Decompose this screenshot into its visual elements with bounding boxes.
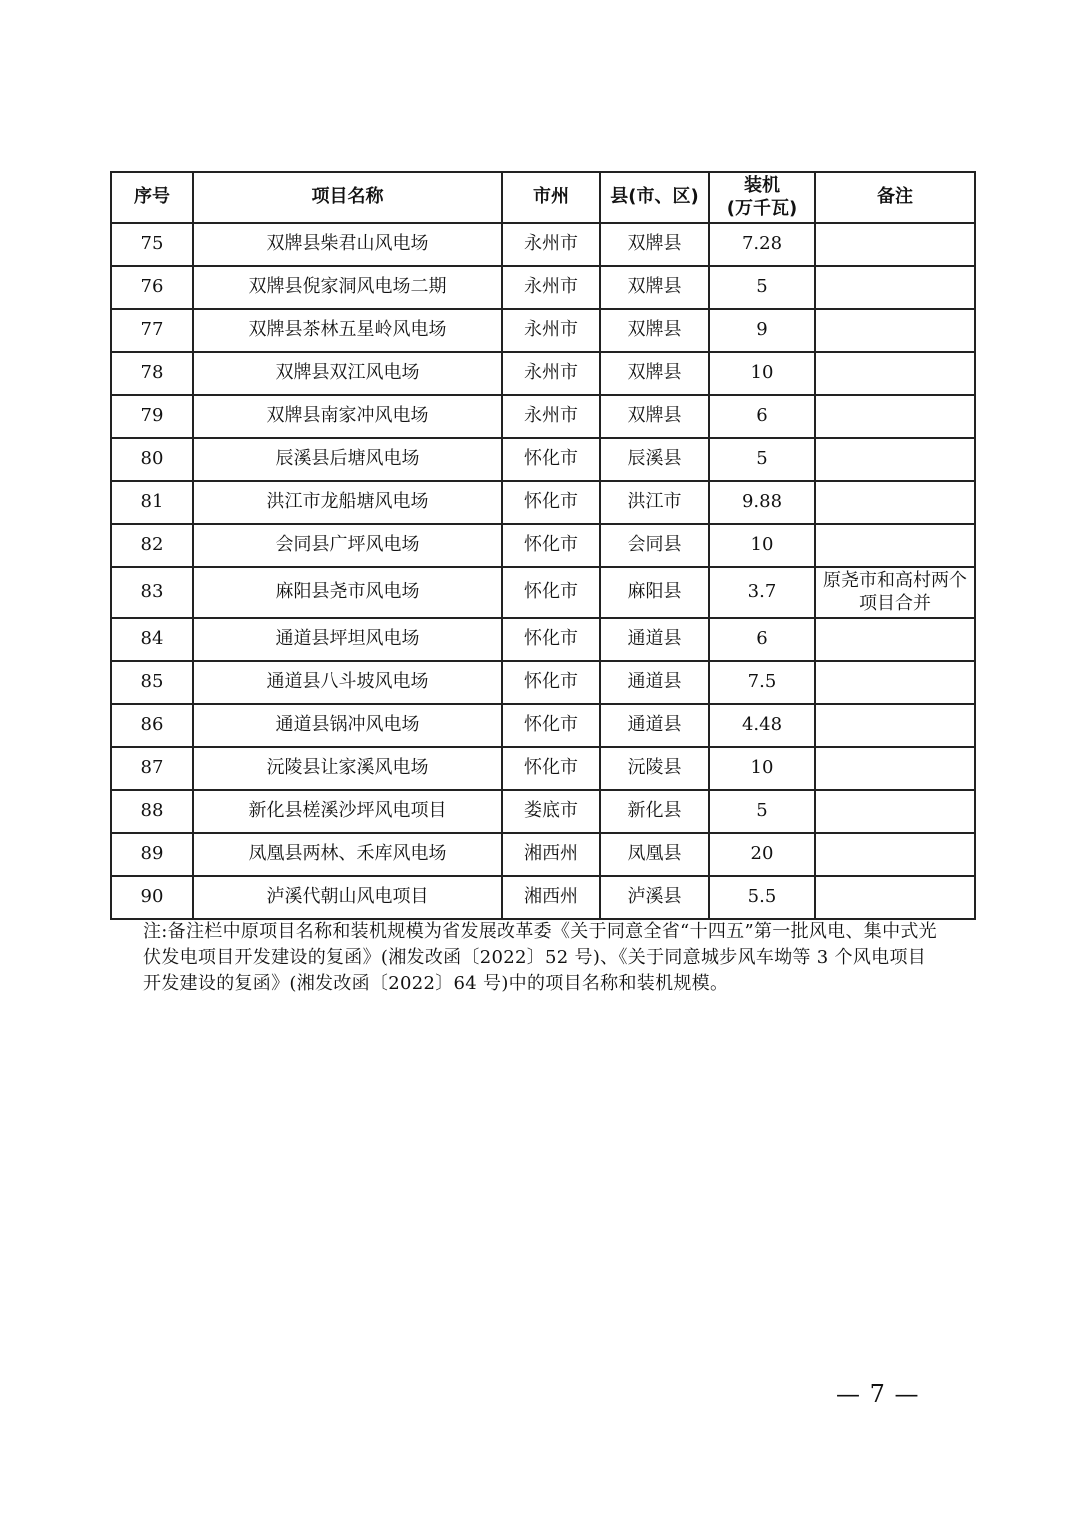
table-row [111, 524, 975, 567]
cell-remark [815, 481, 975, 524]
cell-city: 永州市 [502, 223, 600, 266]
cell-capacity: 20 [709, 833, 815, 876]
cell-city: 怀化市 [502, 567, 600, 618]
cell-city: 怀化市 [502, 747, 600, 790]
header-capacity-line2: (万千瓦) [726, 197, 798, 219]
cell-name: 会同县广坪风电场 [193, 524, 502, 567]
table-row [111, 309, 975, 352]
cell-remark: 原尧市和高村两个项目合并 [815, 567, 975, 618]
table-row [111, 747, 975, 790]
cell-name: 新化县槎溪沙坪风电项目 [193, 790, 502, 833]
cell-seq: 75 [111, 223, 193, 266]
cell-seq: 84 [111, 618, 193, 661]
cell-capacity: 5.5 [709, 876, 815, 919]
table-row [111, 481, 975, 524]
cell-seq: 87 [111, 747, 193, 790]
table-row [111, 223, 975, 266]
cell-capacity: 10 [709, 524, 815, 567]
header-county: 县(市、区) [600, 172, 709, 223]
project-table [110, 171, 976, 920]
page-number: — 7 — [836, 1380, 920, 1408]
cell-seq: 88 [111, 790, 193, 833]
cell-seq: 89 [111, 833, 193, 876]
table-row [111, 266, 975, 309]
header-city: 市州 [502, 172, 600, 223]
cell-name: 沅陵县让家溪风电场 [193, 747, 502, 790]
cell-remark [815, 790, 975, 833]
cell-capacity: 5 [709, 438, 815, 481]
cell-seq: 78 [111, 352, 193, 395]
cell-name: 通道县八斗坡风电场 [193, 661, 502, 704]
cell-capacity: 6 [709, 395, 815, 438]
table-row [111, 567, 975, 618]
cell-city: 娄底市 [502, 790, 600, 833]
cell-name: 凤凰县两林、禾库风电场 [193, 833, 502, 876]
cell-remark [815, 876, 975, 919]
cell-name: 双牌县倪家洞风电场二期 [193, 266, 502, 309]
table-body [111, 223, 975, 919]
cell-county: 双牌县 [600, 223, 709, 266]
cell-remark [815, 747, 975, 790]
cell-seq: 86 [111, 704, 193, 747]
header-name: 项目名称 [193, 172, 502, 223]
table-row [111, 352, 975, 395]
table-row [111, 833, 975, 876]
cell-capacity: 6 [709, 618, 815, 661]
cell-county: 沅陵县 [600, 747, 709, 790]
cell-city: 永州市 [502, 309, 600, 352]
cell-county: 通道县 [600, 618, 709, 661]
cell-name: 双牌县双江风电场 [193, 352, 502, 395]
cell-city: 湘西州 [502, 833, 600, 876]
table-row [111, 661, 975, 704]
cell-city: 怀化市 [502, 524, 600, 567]
cell-county: 泸溪县 [600, 876, 709, 919]
cell-county: 辰溪县 [600, 438, 709, 481]
cell-city: 怀化市 [502, 704, 600, 747]
cell-capacity: 7.5 [709, 661, 815, 704]
cell-remark [815, 704, 975, 747]
table-row [111, 704, 975, 747]
cell-seq: 83 [111, 567, 193, 618]
cell-county: 双牌县 [600, 266, 709, 309]
cell-city: 怀化市 [502, 618, 600, 661]
table-row [111, 876, 975, 919]
header-capacity-line1: 装机 [744, 175, 780, 196]
cell-name: 辰溪县后塘风电场 [193, 438, 502, 481]
cell-seq: 90 [111, 876, 193, 919]
cell-county: 双牌县 [600, 309, 709, 352]
cell-remark [815, 524, 975, 567]
cell-city: 永州市 [502, 266, 600, 309]
cell-city: 怀化市 [502, 438, 600, 481]
cell-seq: 77 [111, 309, 193, 352]
cell-seq: 81 [111, 481, 193, 524]
cell-remark [815, 618, 975, 661]
cell-county: 双牌县 [600, 352, 709, 395]
cell-remark [815, 438, 975, 481]
table-row [111, 395, 975, 438]
cell-capacity: 10 [709, 352, 815, 395]
cell-name: 泸溪代朝山风电项目 [193, 876, 502, 919]
cell-county: 通道县 [600, 704, 709, 747]
cell-name: 双牌县茶林五星岭风电场 [193, 309, 502, 352]
cell-seq: 85 [111, 661, 193, 704]
cell-seq: 79 [111, 395, 193, 438]
cell-remark [815, 223, 975, 266]
cell-remark [815, 266, 975, 309]
cell-capacity: 9 [709, 309, 815, 352]
table-row [111, 618, 975, 661]
cell-name: 洪江市龙船塘风电场 [193, 481, 502, 524]
cell-county: 双牌县 [600, 395, 709, 438]
cell-capacity: 5 [709, 790, 815, 833]
cell-capacity: 4.48 [709, 704, 815, 747]
cell-seq: 76 [111, 266, 193, 309]
cell-seq: 82 [111, 524, 193, 567]
footnote: 注:备注栏中原项目名称和装机规模为省发展改革委《关于同意全省“十四五”第一批风电、集中式光伏发电项目开发建设的复函》(湘发改函〔2022〕52 号)、《关于同意城步风车坳等 3 个风电项目开发建设的复函》(湘发改函〔2022〕64 号)中的项目名称和装机规模。 [143, 921, 937, 994]
cell-seq: 80 [111, 438, 193, 481]
table-row [111, 438, 975, 481]
cell-name: 双牌县柴君山风电场 [193, 223, 502, 266]
cell-name: 通道县锅冲风电场 [193, 704, 502, 747]
cell-city: 怀化市 [502, 661, 600, 704]
cell-county: 会同县 [600, 524, 709, 567]
header-remark: 备注 [815, 172, 975, 223]
cell-remark [815, 395, 975, 438]
cell-city: 怀化市 [502, 481, 600, 524]
cell-capacity: 5 [709, 266, 815, 309]
cell-county: 麻阳县 [600, 567, 709, 618]
cell-city: 永州市 [502, 352, 600, 395]
cell-capacity: 7.28 [709, 223, 815, 266]
cell-remark [815, 661, 975, 704]
cell-city: 永州市 [502, 395, 600, 438]
cell-name: 通道县坪坦风电场 [193, 618, 502, 661]
cell-remark [815, 352, 975, 395]
header-capacity [709, 172, 815, 223]
cell-capacity: 10 [709, 747, 815, 790]
cell-name: 双牌县南家冲风电场 [193, 395, 502, 438]
cell-county: 凤凰县 [600, 833, 709, 876]
cell-county: 洪江市 [600, 481, 709, 524]
cell-capacity: 3.7 [709, 567, 815, 618]
cell-county: 新化县 [600, 790, 709, 833]
cell-name: 麻阳县尧市风电场 [193, 567, 502, 618]
table-row [111, 790, 975, 833]
cell-capacity: 9.88 [709, 481, 815, 524]
cell-county: 通道县 [600, 661, 709, 704]
cell-remark [815, 833, 975, 876]
table-header-row [111, 172, 975, 223]
cell-city: 湘西州 [502, 876, 600, 919]
header-seq: 序号 [111, 172, 193, 223]
cell-remark [815, 309, 975, 352]
